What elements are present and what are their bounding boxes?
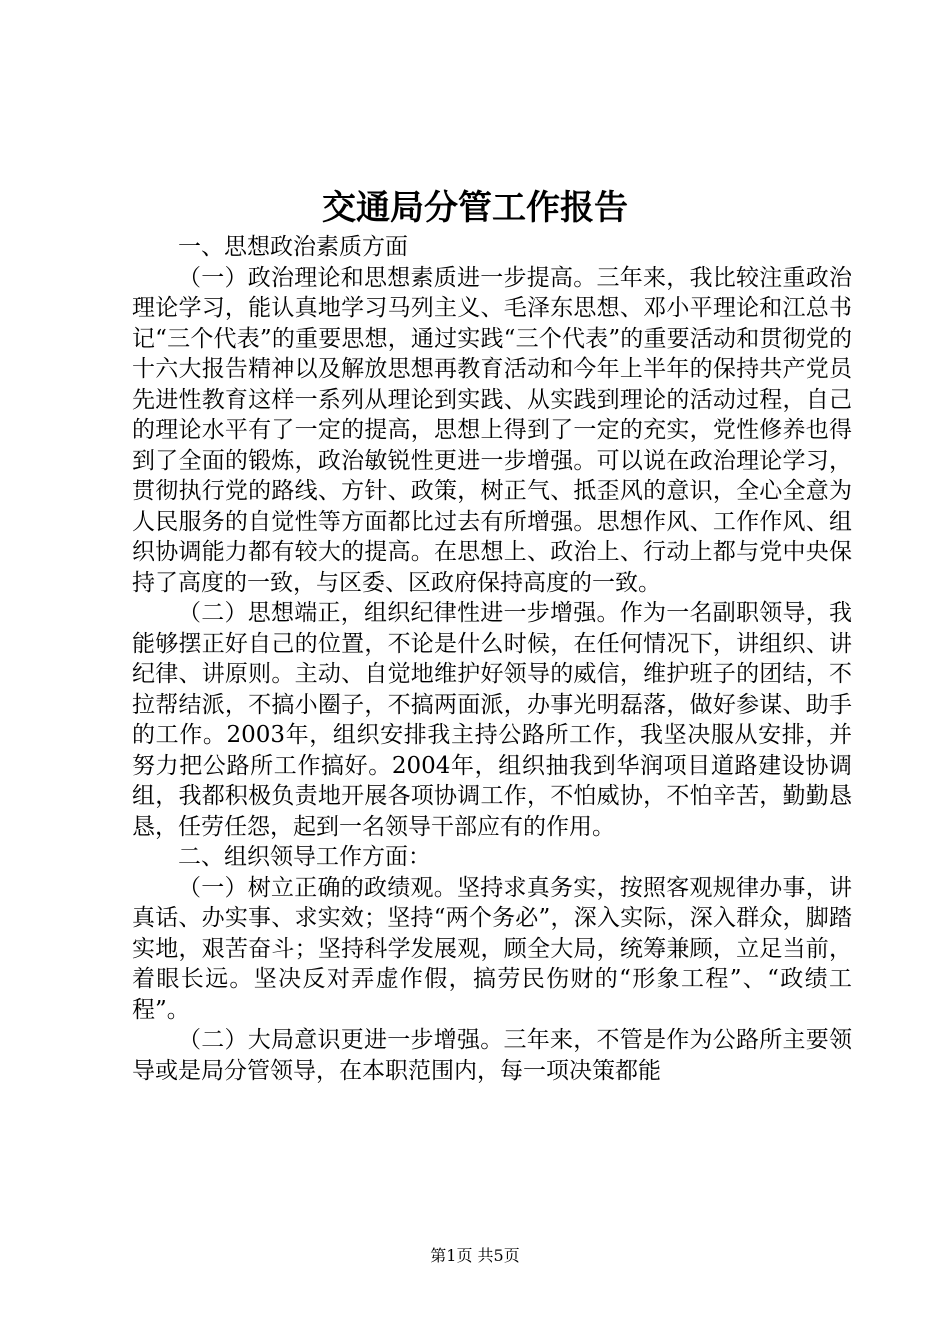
section-heading-leadership: 二、组织领导工作方面：: [178, 844, 431, 870]
paragraph-overall-awareness: （二）大局意识更进一步增强。三年来，不管是作为公路所主要领导或是局分管领导，在本职范围内，每一项决策都能: [132, 1027, 852, 1084]
page-number-footer: 第1页 共5页: [430, 1246, 520, 1265]
paragraph-discipline: （二）思想端正，组织纪律性进一步增强。作为一名副职领导，我能够摆正好自己的位置，不论是什么时候，在任何情况下，讲组织、讲纪律、讲原则。主动、自觉地维护好领导的威信，维护班子的团结，不拉帮结派，不搞小圈子，不搞两面派，办事光明磊落，做好参谋、助手的工作。2003年，组织安排我主持公路所工作，我坚决服从安排，并努力把公路所工作搞好。2004年，组织抽我到华润项目道路建设协调组，我都积极负责地开展各项协调工作，不怕威协，不怕辛苦，勤勤恳恳，任劳任怨，起到一名领导干部应有的作用。: [132, 600, 852, 840]
paragraph-political-theory: （一）政治理论和思想素质进一步提高。三年来，我比较注重政治理论学习，能认真地学习马列主义、毛泽东思想、邓小平理论和江总书记“三个代表”的重要思想，通过实践“三个代表”的重要活动和贯彻党的十六大报告精神以及解放思想再教育活动和今年上半年的保持共产党员先进性教育这样一系列从理论到实践、从实践到理论的活动过程，自己的理论水平有了一定的提高，思想上得到了一定的充实，党性修养也得到了全面的锻炼，政治敏锐性更进一步增强。可以说在政治理论学习，贯彻执行党的路线、方针、政策，树正气、抵歪风的意识，全心全意为人民服务的自觉性等方面都比过去有所增强。思想作风、工作作风、组织协调能力都有较大的提高。在思想上、政治上、行动上都与党中央保持了高度的一致，与区委、区政府保持高度的一致。: [132, 264, 852, 596]
document-body: [132, 232, 852, 1086]
page-title: 交通局分管工作报告: [322, 188, 628, 228]
section-heading-ideology: 一、思想政治素质方面: [178, 234, 408, 260]
paragraph-performance-view: （一）树立正确的政绩观。坚持求真务实，按照客观规律办事，讲真话、办实事、求实效；坚持“两个务必”，深入实际，深入群众，脚踏实地，艰苦奋斗；坚持科学发展观，顾全大局，统筹兼顾，立足当前，着眼长远。坚决反对弄虚作假，搞劳民伤财的“形象工程”、“政绩工程”。: [132, 874, 852, 1023]
